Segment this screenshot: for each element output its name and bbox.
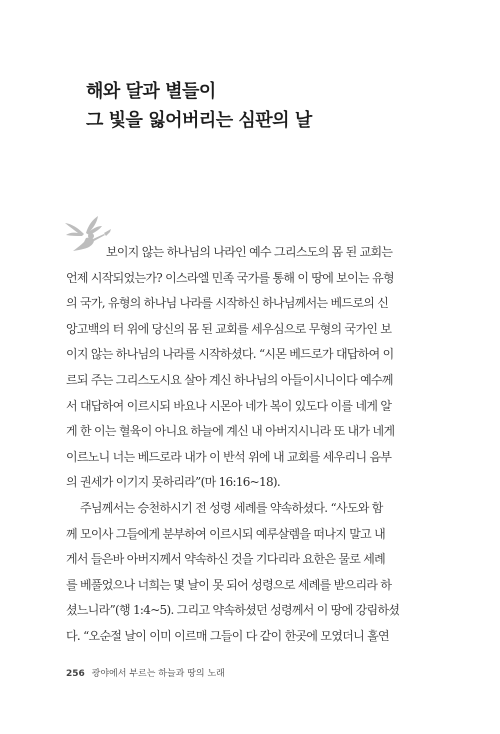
text-line: 다. “오순절 날이 이미 이르매 그들이 다 같이 한곳에 모였더니 홀연 bbox=[66, 628, 389, 643]
chapter-title-line-2: 그 빛을 잃어버리는 심판의 날 bbox=[86, 110, 312, 131]
text-line: 께 모이사 그들에게 분부하여 이르시되 예루살렘을 떠나지 말고 내 bbox=[66, 526, 386, 541]
text-line: 게서 들은바 아버지께서 약속하신 것을 기다리라 요한은 물로 세례 bbox=[66, 552, 386, 567]
text-line: 게 한 이는 혈육이 아니요 하늘에 계신 내 아버지시니라 또 내가 네게 bbox=[66, 424, 395, 439]
text-line: 를 베풀었으나 너희는 몇 날이 못 되어 성령으로 세례를 받으리라 하 bbox=[66, 577, 392, 592]
text-line: 보이지 않는 하나님의 나라인 예수 그리스도의 몸 된 교회는 bbox=[106, 245, 393, 259]
body-text bbox=[66, 240, 434, 650]
paragraph-1 bbox=[66, 240, 434, 496]
text-line: 셨느니라”(행 1:4~5). 그리고 약속하셨던 성령께서 이 땅에 강림하셨 bbox=[66, 603, 400, 618]
text-line: 서 대답하여 이르시되 바요나 시몬아 네가 복이 있도다 이를 네게 알 bbox=[66, 398, 392, 413]
text-line: 언제 시작되었는가? 이스라엘 민족 국가를 통해 이 땅에 보이는 유형 bbox=[66, 270, 394, 285]
running-title: 광야에서 부르는 하늘과 땅의 노래 bbox=[91, 669, 225, 679]
text-line: 이르노니 너는 베드로라 내가 이 반석 위에 내 교회를 세우리니 음부 bbox=[66, 449, 392, 464]
text-line: 르되 주는 그리스도시요 살아 계신 하나님의 아들이시니이다 예수께 bbox=[66, 372, 393, 387]
text-line: 주님께서는 승천하시기 전 성령 세례를 약속하셨다. “사도와 함 bbox=[80, 500, 383, 515]
chapter-title bbox=[86, 77, 476, 135]
page-footer bbox=[66, 666, 225, 679]
text-line: 이지 않는 하나님의 나라를 시작하셨다. “시몬 베드로가 대답하여 이 bbox=[66, 347, 394, 362]
text-line: 앙고백의 터 위에 당신의 몸 된 교회를 세우심으로 무형의 국가인 보 bbox=[66, 321, 392, 336]
page-number: 256 bbox=[66, 669, 85, 679]
text-line: 의 국가, 유형의 하나님 나라를 시작하신 하나님께서는 베드로의 신 bbox=[66, 296, 389, 311]
paragraph-2 bbox=[66, 496, 434, 650]
chapter-title-line-1: 해와 달과 별들이 bbox=[86, 81, 216, 102]
text-line: 의 권세가 이기지 못하리라”(마 16:16~18). bbox=[66, 475, 280, 490]
